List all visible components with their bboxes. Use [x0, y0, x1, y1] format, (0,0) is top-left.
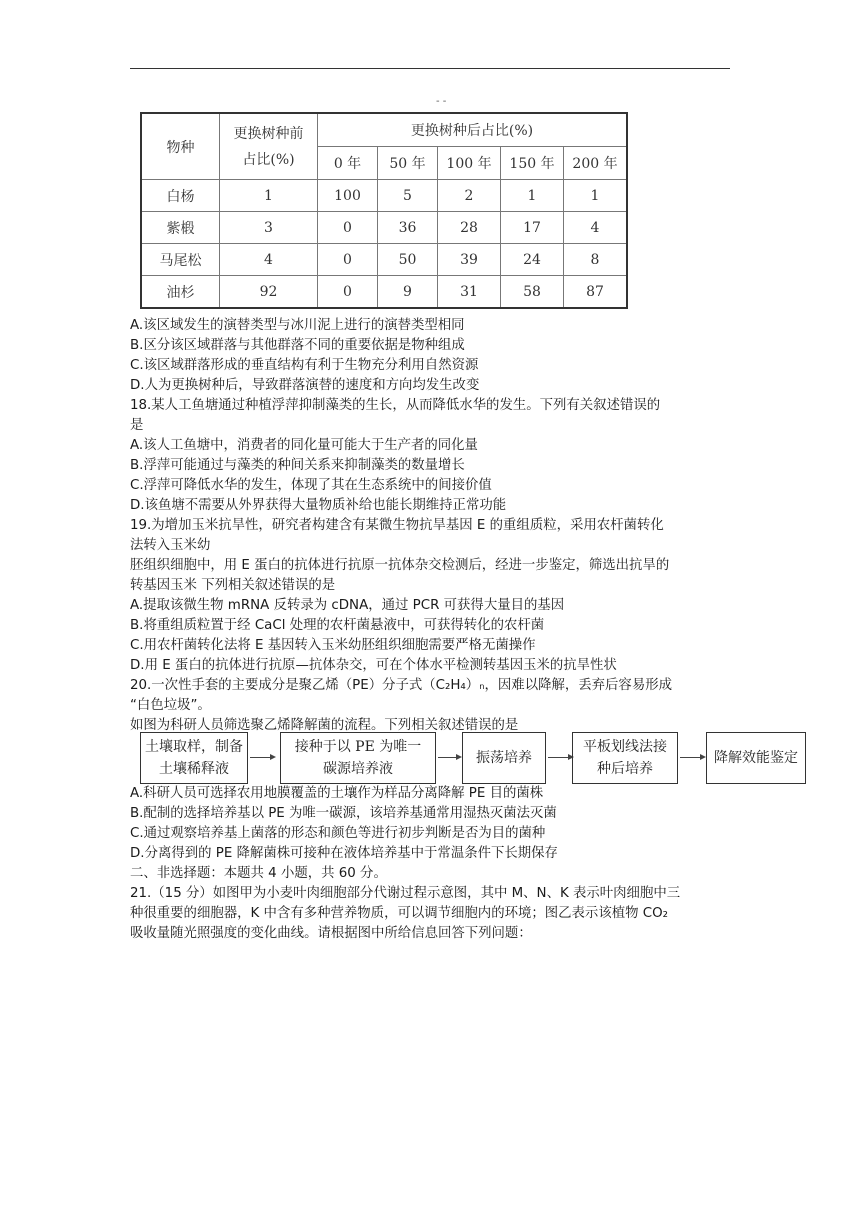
header-before-text: 更换树种前占比(%) [233, 125, 304, 168]
flow-step-text: 土壤稀释液 [159, 761, 229, 777]
flow-step-text: 振荡培养 [476, 750, 532, 766]
q19-option-c: C.用农杆菌转化法将 E 基因转入玉米幼胚组织细胞需要严格无菌操作 [130, 638, 536, 653]
q18-stem-cont: 是 [130, 418, 144, 433]
q19-stem-cont: 胚组织细胞中，用 E 蛋白的抗体进行抗原一抗体杂交检测后，经进一步鉴定，筛选出抗旱的 [130, 558, 670, 573]
pe-screening-flowchart [140, 732, 808, 788]
flow-arrow [438, 757, 460, 758]
flow-step-text: 平板划线法接 [583, 739, 667, 755]
q19-option-a: A.提取该微生物 mRNA 反转录为 cDNA，通过 PCR 可获得大量目的基因 [130, 598, 565, 613]
after-value: 1 [564, 180, 628, 212]
table-row [141, 212, 627, 244]
year-header: 200 年 [564, 147, 628, 180]
after-value: 2 [438, 180, 501, 212]
flow-step-inoculate [280, 732, 436, 784]
stray-mark: - - [436, 96, 447, 107]
after-value: 100 [318, 180, 378, 212]
flow-step-text: 土壤取样，制备 [145, 739, 243, 755]
q20-option-b: B.配制的选择培养基以 PE 为唯一碳源，该培养基通常用湿热灭菌法灭菌 [130, 806, 557, 821]
after-value: 0 [318, 244, 378, 276]
after-value: 28 [438, 212, 501, 244]
q20-stem-cont: 如图为科研人员筛选聚乙烯降解菌的流程。下列相关叙述错误的是 [130, 718, 519, 733]
q19-option-b: B.将重组质粒置于经 CaCl 处理的农杆菌悬液中，可获得转化的农杆菌 [130, 618, 545, 633]
after-value: 9 [378, 276, 438, 309]
q19-stem-cont: 转基因玉米 下列相关叙述错误的是 [130, 578, 336, 593]
flow-step-text: 降解效能鉴定 [714, 750, 798, 766]
after-value: 5 [378, 180, 438, 212]
q20-stem: 20.一次性手套的主要成分是聚乙烯（PE）分子式（C₂H₄）ₙ，因难以降解，丢弃后容易形成 [130, 678, 672, 693]
before-value: 1 [220, 180, 318, 212]
after-value: 39 [438, 244, 501, 276]
after-value: 0 [318, 212, 378, 244]
flow-arrow [548, 757, 572, 758]
table-row [141, 276, 627, 309]
q20-option-d: D.分离得到的 PE 降解菌株可接种在液体培养基中于常温条件下长期保存 [130, 846, 558, 861]
species-name: 油杉 [141, 276, 220, 309]
after-value: 1 [501, 180, 564, 212]
q19-option-d: D.用 E 蛋白的抗体进行抗原—抗体杂交，可在个体水平检测转基因玉米的抗旱性状 [130, 658, 617, 673]
q18-option-c: C.浮萍可降低水华的发生，体现了其在生态系统中的间接价值 [130, 478, 492, 493]
q20-option-a: A.科研人员可选择农用地膜覆盖的土壤作为样品分离降解 PE 目的菌株 [130, 786, 544, 801]
section-heading: 二、非选择题：本题共 4 小题，共 60 分。 [130, 866, 387, 881]
flow-arrow [680, 757, 704, 758]
header-rule [130, 68, 730, 69]
q17-option-a: A.该区域发生的演替类型与冰川泥上进行的演替类型相同 [130, 318, 465, 333]
year-header: 150 年 [501, 147, 564, 180]
year-header: 0 年 [318, 147, 378, 180]
flow-step-shake-culture [462, 732, 546, 784]
flow-step-streak-plate [572, 732, 678, 784]
q18-stem: 18.某人工鱼塘通过种植浮萍抑制藻类的生长，从而降低水华的发生。下列有关叙述错误的 [130, 398, 661, 413]
after-value: 4 [564, 212, 628, 244]
after-value: 87 [564, 276, 628, 309]
header-species: 物种 [141, 113, 220, 180]
after-value: 0 [318, 276, 378, 309]
species-name: 紫椴 [141, 212, 220, 244]
flow-step-text: 碳源培养液 [322, 761, 393, 777]
after-value: 58 [501, 276, 564, 309]
question-text [130, 316, 736, 944]
q18-option-b: B.浮萍可能通过与藻类的种间关系来抑制藻类的数量增长 [130, 458, 465, 473]
after-value: 31 [438, 276, 501, 309]
before-value: 3 [220, 212, 318, 244]
q20-option-c: C.通过观察培养基上菌落的形态和颜色等进行初步判断是否为目的菌种 [130, 826, 546, 841]
flow-arrow [250, 757, 274, 758]
q17-option-c: C.该区域群落形成的垂直结构有利于生物充分利用自然资源 [130, 358, 479, 373]
flow-step-text: 种后培养 [597, 761, 653, 777]
flow-step-efficiency-test [706, 732, 806, 784]
q18-option-d: D.该鱼塘不需要从外界获得大量物质补给也能长期维持正常功能 [130, 498, 507, 513]
species-table [140, 112, 628, 309]
after-value: 24 [501, 244, 564, 276]
q19-stem: 19.为增加玉米抗旱性，研究者构建含有某微生物抗旱基因 E 的重组质粒，采用农杆菌转化 [130, 518, 664, 533]
flow-step-text: 接种于以 PE 为唯一 [294, 739, 422, 755]
year-header: 100 年 [438, 147, 501, 180]
after-value: 8 [564, 244, 628, 276]
q18-option-a: A.该人工鱼塘中，消费者的同化量可能大于生产者的同化量 [130, 438, 478, 453]
q21-stem-cont: 种很重要的细胞器，K 中含有多种营养物质，可以调节细胞内的环境；图乙表示该植物 CO₂ [130, 906, 669, 921]
table-row [141, 180, 627, 212]
q17-option-d: D.人为更换树种后，导致群落演替的速度和方向均发生改变 [130, 378, 480, 393]
after-value: 17 [501, 212, 564, 244]
header-before [220, 113, 318, 180]
before-value: 4 [220, 244, 318, 276]
header-after: 更换树种后占比(%) [318, 113, 628, 147]
after-value: 50 [378, 244, 438, 276]
year-header: 50 年 [378, 147, 438, 180]
species-name: 白杨 [141, 180, 220, 212]
q17-option-b: B.区分该区域群落与其他群落不同的重要依据是物种组成 [130, 338, 465, 353]
species-name: 马尾松 [141, 244, 220, 276]
flow-step-soil-sampling [140, 732, 248, 784]
after-value: 36 [378, 212, 438, 244]
q21-stem-cont: 吸收量随光照强度的变化曲线。请根据图中所给信息回答下列问题： [130, 926, 532, 941]
table-row [141, 244, 627, 276]
q21-stem: 21.（15 分）如图甲为小麦叶肉细胞部分代谢过程示意图，其中 M、N、K 表示叶肉细胞中三 [130, 886, 681, 901]
q20-stem-cont: “白色垃圾”。 [130, 698, 211, 713]
before-value: 92 [220, 276, 318, 309]
q19-stem-cont: 法转入玉米幼 [130, 538, 211, 553]
